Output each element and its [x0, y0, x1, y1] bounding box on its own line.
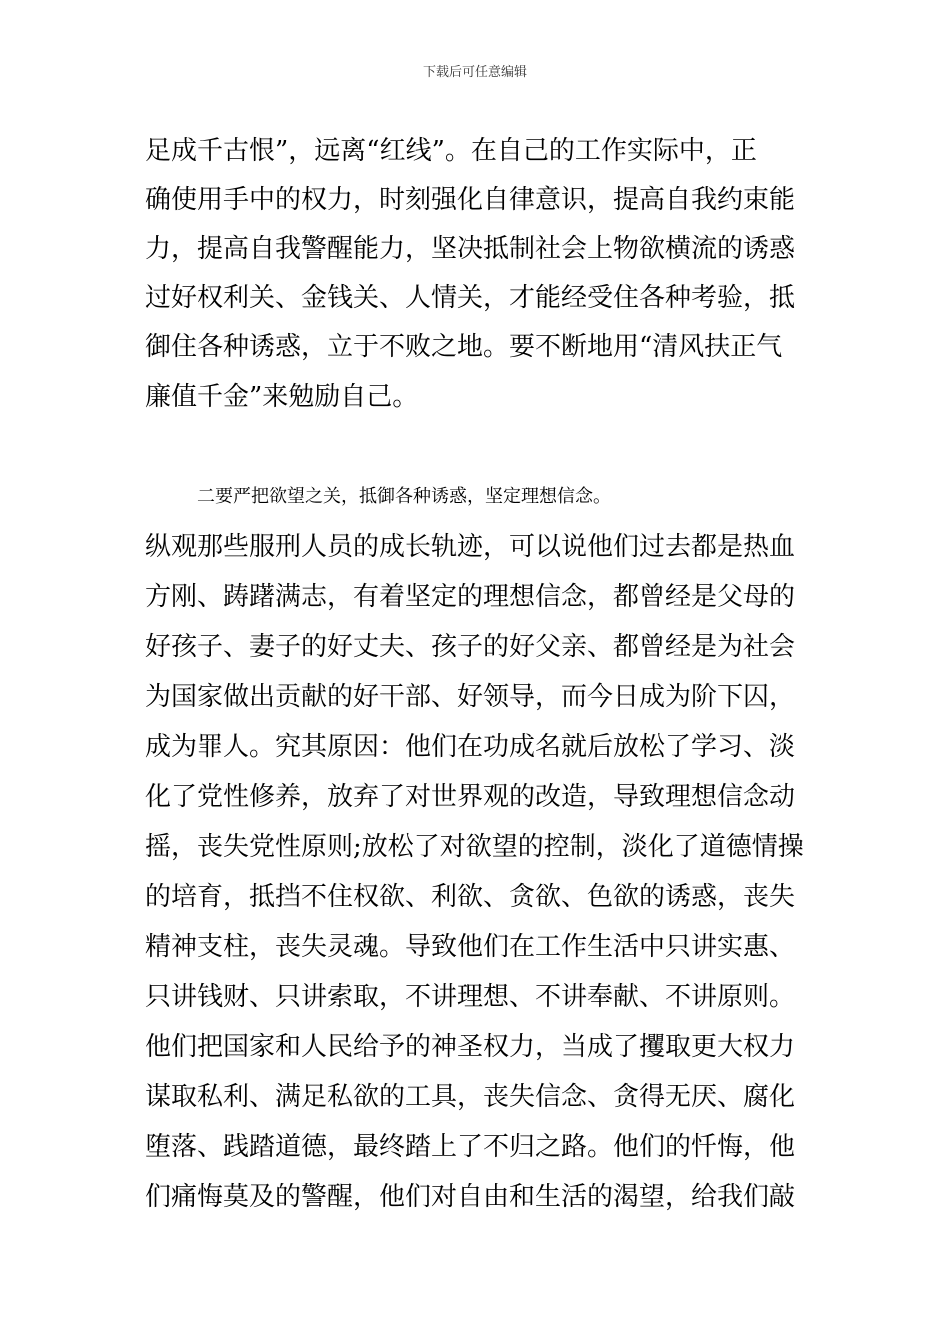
paragraph-2-line-7: 化了党性修养，放弃了对世界观的改造，导致理想信念动 [145, 782, 796, 812]
paragraph-1-line-1: 足成千古恨”，远离“红线”。在自己的工作实际中，正 [145, 136, 757, 166]
paragraph-1-line-3: 力，提高自我警醒能力，坚决抵制社会上物欲横流的诱惑 [145, 234, 796, 264]
paragraph-2-line-1: 二要严把欲望之关，抵御各种诱惑，坚定理想信念。 [197, 486, 611, 507]
paragraph-1-line-4: 过好权利关、金钱关、人情关，才能经受住各种考验，抵 [145, 283, 796, 313]
paragraph-2-line-8: 摇，丧失党性原则;放松了对欲望的控制，淡化了道德情操 [145, 832, 804, 862]
paragraph-2-line-6: 成为罪人。究其原因：他们在功成名就后放松了学习、淡 [145, 732, 796, 762]
paragraph-2-line-13: 谋取私利、满足私欲的工具，丧失信念、贪得无厌、腐化 [145, 1082, 796, 1112]
paragraph-2-line-14: 堕落、践踏道德，最终踏上了不归之路。他们的忏悔，他 [145, 1132, 796, 1162]
paragraph-2-line-3: 方刚、踌躇满志，有着坚定的理想信念，都曾经是父母的 [145, 582, 796, 612]
paragraph-2-line-2: 纵观那些服刑人员的成长轨迹，可以说他们过去都是热血 [145, 532, 796, 562]
paragraph-1-line-6: 廉值千金”来勉励自己。 [145, 382, 419, 412]
paragraph-2-line-10: 精神支柱，丧失灵魂。导致他们在工作生活中只讲实惠、 [145, 932, 796, 962]
paragraph-2-line-12: 他们把国家和人民给予的神圣权力，当成了攫取更大权力 [145, 1032, 796, 1062]
paragraph-2-line-5: 为国家做出贡献的好干部、好领导，而今日成为阶下囚， [145, 682, 796, 712]
paragraph-2-line-15: 们痛悔莫及的警醒，他们对自由和生活的渴望，给我们敲 [145, 1182, 796, 1212]
page-header: 下载后可任意编辑 [422, 65, 527, 80]
paragraph-2-line-11: 只讲钱财、只讲索取，不讲理想、不讲奉献、不讲原则。 [145, 982, 796, 1012]
paragraph-1-line-5: 御住各种诱惑，立于不败之地。要不断地用“清风扶正气 [145, 332, 783, 362]
paragraph-2-line-9: 的培育，抵挡不住权欲、利欲、贪欲、色欲的诱惑，丧失 [145, 882, 796, 912]
paragraph-2-line-4: 好孩子、妻子的好丈夫、孩子的好父亲、都曾经是为社会 [145, 632, 796, 662]
paragraph-1-line-2: 确使用手中的权力，时刻强化自律意识，提高自我约束能 [145, 185, 796, 215]
